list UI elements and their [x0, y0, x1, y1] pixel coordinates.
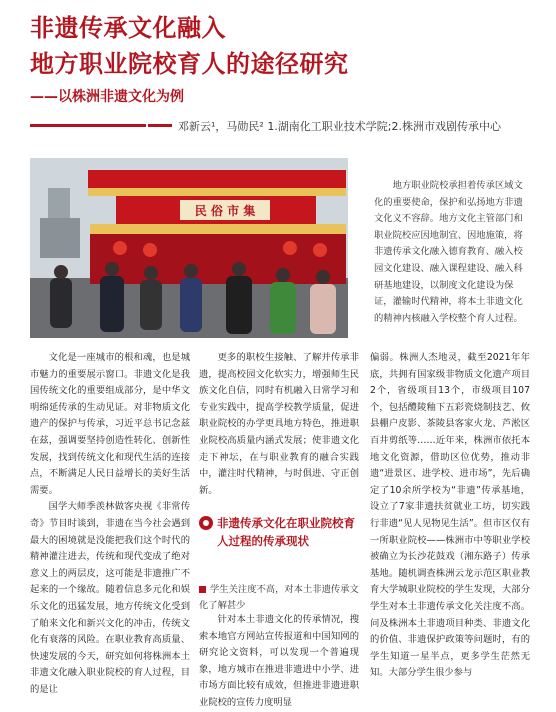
stall-trim	[90, 224, 346, 234]
paragraph: 文化是一座城市的根和魂，也是城市魅力的重要展示窗口。非遗文化是我国传统文化的重要组成部分，是中华文明绵延传承的生动见证。对非物质文化遗产的保护与传承，习近平总书记念兹在兹，强调要坚持创造性转化、创新性发展，找到传统文化和现代生活的连接点，不断满足人民日益增长的美好生活需要。	[30, 352, 190, 496]
person	[180, 278, 202, 332]
section-heading	[199, 514, 359, 554]
paragraph: 更多的职校生接触、了解并传承非遗，提高校园文化软实力，增强师生民族文化自信，同时有机融入日常学习和专业实践中，提高学校教学质量，促进职业院校的办学更具地方特色，推进职业院校高质量内涵式发展；使非遗文化走下神坛，在与职业教育的融合实践中，灌注时代精神，与时俱进、守正创新。	[199, 352, 359, 496]
article-subtitle: ——以株洲非遗文化为例	[30, 89, 184, 105]
abstract-text: 地方职业院校承担着传承区域文化的重要使命，保护和弘扬地方非遗文化义不容辞。地方文化主管部门和职业院校应因地制宜、因地施策，将非遗传承文化融入德育教育、融入校园文化建设、融入课程建设、融入科研基地建设，以制度文化建设为保证，灌输时代精神，将本土非遗文化的精神内核融入学校整个育人过程。	[374, 180, 523, 324]
subsection-heading	[199, 582, 359, 614]
column-1	[30, 350, 190, 698]
lantern	[283, 241, 297, 255]
person	[140, 280, 162, 330]
roof-trim	[88, 188, 346, 196]
article-title-line1: 非遗传承文化融入	[30, 14, 226, 42]
person-pink-coat	[310, 284, 336, 334]
article-title-line2: 地方职业院校育人的途径研究	[30, 50, 349, 78]
decorative-bar-short	[148, 124, 172, 127]
lantern	[143, 243, 157, 257]
market-photo	[30, 158, 348, 338]
section-bullet-icon	[199, 516, 213, 530]
sign-text: 民 俗 市 集	[194, 204, 256, 218]
person-head	[184, 264, 198, 278]
person-head	[316, 270, 330, 284]
person-head	[232, 262, 246, 276]
person-head	[105, 262, 119, 276]
building	[40, 218, 80, 258]
paragraph: 国学大师季羡林做客央视《非常传奇》节目时谈到，非遗在当今社会遇到最大的困境就是没能把我们这个时代的精神灌注进去，传统和现代变成了绝对意义上的两层皮，这可能是非遗推广不起来的一个缘故。随着信息多元化和娱乐文化的迅猛发展，地方传统文化受到了舶来文化和新兴文化的冲击，传统文化有衰落的风险。在职业教育高质量、快速发展的今天，研究如何将株洲本土非遗文化融入职业院校的育人过程，目的是让	[30, 501, 190, 695]
decorative-bar	[30, 124, 146, 127]
square-bullet-icon	[199, 586, 206, 593]
person-head	[54, 265, 68, 279]
lantern	[313, 243, 327, 257]
section-title: 非遗传承文化在职业院校育人过程的传承现状	[217, 516, 355, 548]
subsection-title: 学生关注度不高，对本土非遗传承文化了解甚少	[199, 584, 359, 611]
lantern	[113, 241, 127, 255]
author-row	[30, 118, 530, 134]
column-2-bottom	[199, 612, 359, 712]
person	[50, 278, 72, 328]
person-head	[276, 268, 290, 282]
column-3	[370, 350, 530, 682]
authors: 邓新云¹，马勋民² 1.湖南化工职业技术学院;2.株洲市戏剧传承中心	[178, 120, 502, 133]
person	[100, 276, 124, 332]
paragraph: 偏弱。株洲人杰地灵，截至2021年年底，共拥有国家级非物质文化遗产项目2个，省级项目13个，市级项目107个，包括醴陵釉下五彩瓷烧制技艺、攸县棚户皮影、茶陵县客家火龙、芦淞区百井剪纸等……近年来，株洲市依托本地文化资源，借助区位优势，推动非遗“进景区、进学校、进市场”，先后确定了10余所学校为“非遗”传承基地，设立了7家非遗扶贫就业工坊，切实践行非遗“见人见物见生活”。但市区仅有一所职业院校——株洲市中等职业学校被确立为长沙花鼓戏（湘东路子）传承基地。随机调查株洲云龙示范区职业教育大学城职业院校的学生发现，大部分学生对本土非遗传承文化关注度不高。问及株洲本土非遗项目种类、非遗文化的价值、非遗保护政策等问题时，有的学生知道一星半点，更多学生茫然无知。大部分学生很少参与	[370, 352, 530, 679]
paragraph: 针对本土非遗文化的传承情况，搜索本地官方网站宣传报道和中国知网的研究论文资料，可以发现一个普遍现象，地方城市在推进非遗进中小学、进市场方面比较有成效，但推进非遗进职业院校的宣传力度明显	[199, 614, 359, 708]
column-2-top	[199, 350, 359, 499]
abstract	[374, 178, 530, 327]
person	[226, 276, 252, 334]
person-head	[144, 266, 158, 280]
person-green-coat	[270, 282, 296, 334]
